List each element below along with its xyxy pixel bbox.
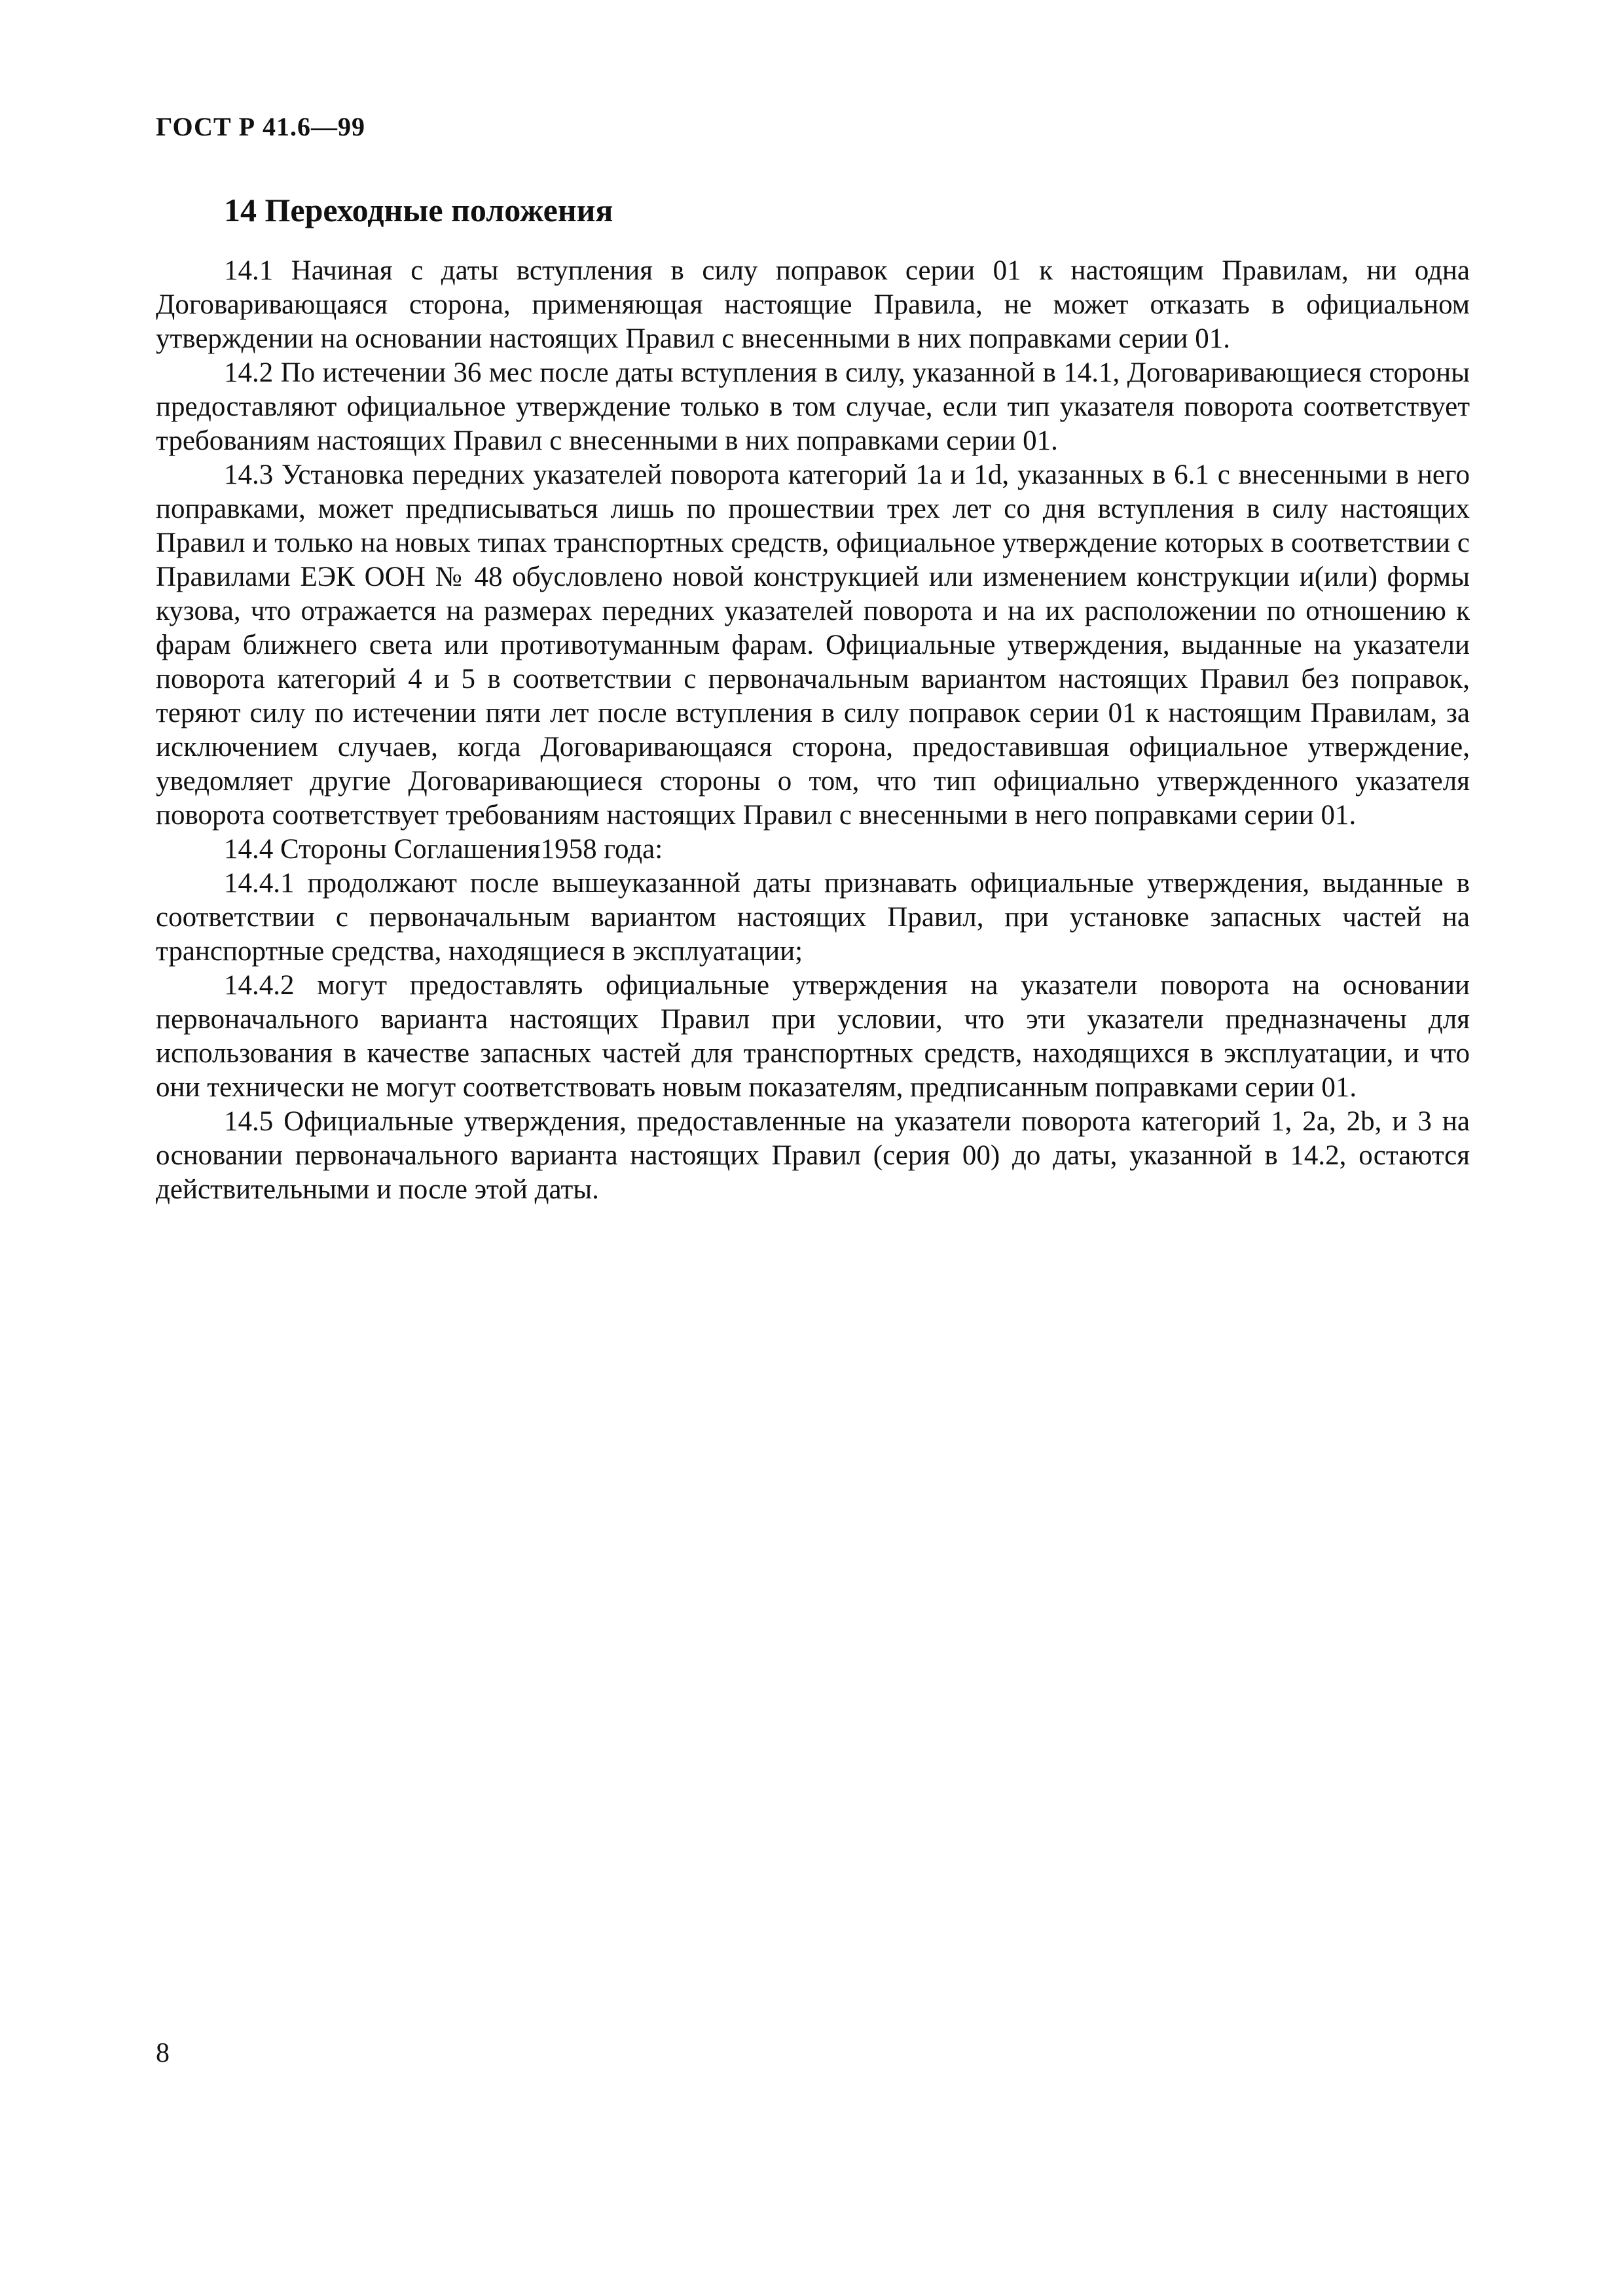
paragraph-14-4-1: 14.4.1 продолжают после вышеуказанной даты признавать официальные утверждения, выданные в соответствии с первоначальным вариантом настоящих Правил, при установке запасных частей на транспортные средства, находящиеся в эксплуатации; xyxy=(156,868,1470,967)
paragraph-14-4-2: 14.4.2 могут предоставлять официальные утверждения на указатели поворота на основании первоначального варианта настоящих Правил при условии, что эти указатели предназначены для использования в качестве запасных частей для транспортных средств, находящихся в эксплуатации, и что они технически не могут соответствовать новым показателям, предписанным поправками серии 01. xyxy=(156,970,1470,1103)
document-code: ГОСТ Р 41.6—99 xyxy=(156,112,366,141)
section-body xyxy=(156,254,1470,1207)
page-number: 8 xyxy=(156,2038,170,2068)
paragraph-14-1: 14.1 Начиная с даты вступления в силу поправок серии 01 к настоящим Правилам, ни одна Договаривающаяся сторона, применяющая настоящие Правила, не может отказать в официальном утверждении на основании настоящих Правил с внесенными в них поправками серии 01. xyxy=(156,255,1470,354)
paragraph-14-3: 14.3 Установка передних указателей поворота категорий 1а и 1d, указанных в 6.1 с внесенными в него поправками, может предписываться лишь по прошествии трех лет со дня вступления в силу настоящих Правил и только на новых типах транспортных средств, официальное утверждение которых в соответствии с Правилами ЕЭК ООН № 48 обусловлено новой конструкцией или изменением конструкции и(или) формы кузова, что отражается на размерах передних указателей поворота и на их расположении по отношению к фарам ближнего света или противотуманным фарам. Официальные утверждения, выданные на указатели поворота категорий 4 и 5 в соответствии с первоначальным вариантом настоящих Правил без поправок, теряют силу по истечении пяти лет после вступления в силу поправок серии 01 к настоящим Правилам, за исключением случаев, когда Договаривающаяся сторона, предоставившая официальное утверждение, уведомляет другие Договаривающиеся стороны о том, что тип официально утвержденного указателя поворота соответствует требованиям настоящих Правил с внесенными в него поправками серии 01. xyxy=(156,459,1470,831)
section-title: 14 Переходные положения xyxy=(224,192,613,228)
paragraph-14-5: 14.5 Официальные утверждения, предоставленные на указатели поворота категорий 1, 2а, 2b, и 3 на основании первоначального варианта настоящих Правил (серия 00) до даты, указанной в 14.2, остаются действительными и после этой даты. xyxy=(156,1106,1470,1205)
paragraph-14-2: 14.2 По истечении 36 мес после даты вступления в силу, указанной в 14.1, Договаривающиеся стороны предоставляют официальное утверждение только в том случае, если тип указателя поворота соответствует требованиям настоящих Правил с внесенными в них поправками серии 01. xyxy=(156,357,1470,456)
paragraph-14-4: 14.4 Стороны Соглашения1958 года: xyxy=(224,834,663,865)
